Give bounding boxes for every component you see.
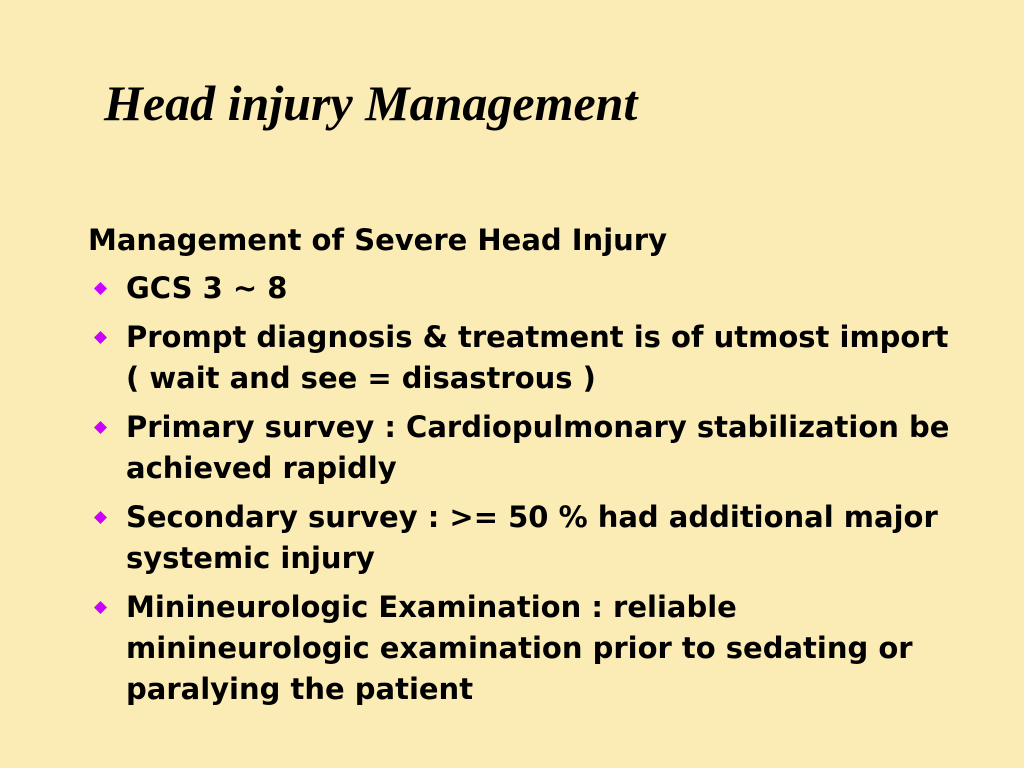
bullet-list (88, 268, 958, 710)
bullet-text: Primary survey : Cardiopulmonary stabilization be achieved rapidly (126, 410, 950, 485)
bullet-item (88, 587, 958, 710)
bullet-item (88, 317, 958, 399)
bullet-item (88, 497, 958, 579)
bullet-item (88, 268, 958, 309)
bullet-text: GCS 3 ~ 8 (126, 271, 288, 305)
bullet-text: Minineurologic Examination : reliable minineurologic examination prior to sedating or paralying the patient (126, 590, 913, 706)
slide-body (88, 220, 958, 718)
diamond-bullet-icon (94, 331, 107, 344)
diamond-bullet-icon (94, 511, 107, 524)
diamond-bullet-icon (94, 421, 107, 434)
slide-title: Head injury Management (104, 75, 638, 131)
section-heading: Management of Severe Head Injury (88, 223, 667, 257)
diamond-bullet-icon (94, 282, 107, 295)
bullet-text: Secondary survey : >= 50 % had additional major systemic injury (126, 500, 938, 575)
bullet-text: Prompt diagnosis & treatment is of utmost import ( wait and see = disastrous ) (126, 320, 949, 395)
diamond-bullet-icon (94, 601, 107, 614)
bullet-item (88, 407, 958, 489)
